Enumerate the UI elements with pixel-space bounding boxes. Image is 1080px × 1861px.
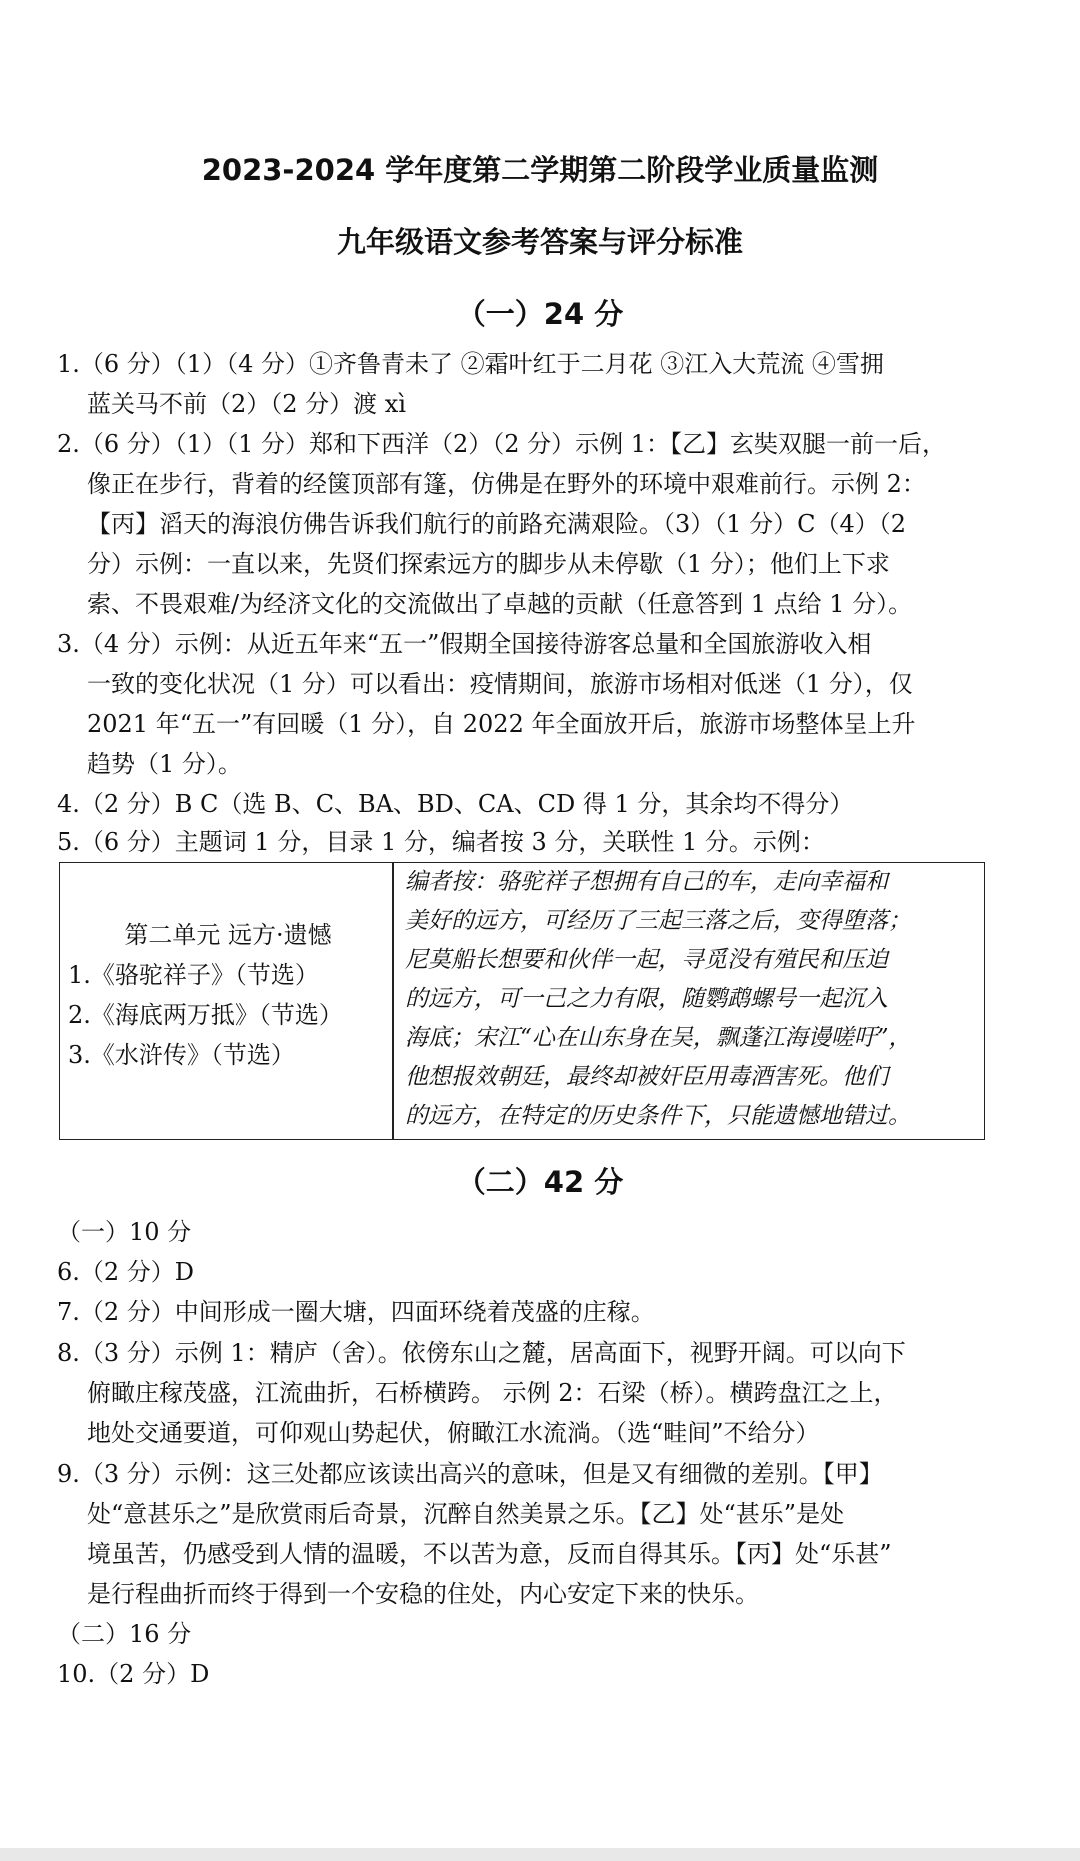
editor-note-line: 尼莫船长想要和伙伴一起，寻觅没有殖民和压迫: [405, 947, 888, 973]
document-title: 2023-2024 学年度第二学期第二阶段学业质量监测: [201, 153, 879, 187]
table-divider: [392, 863, 394, 1139]
editor-note-line: 编者按：骆驼祥子想拥有自己的车，走向幸福和: [405, 869, 888, 895]
editor-note-line: 海底；宋江“心在山东身在吴，飘蓬江海谩嗟吁”，: [405, 1025, 912, 1051]
catalog-item: 2.《海底两万抵》（节选）: [68, 1001, 343, 1029]
section-heading-2: （二）42 分: [456, 1165, 624, 1199]
answer-line: 俯瞰庄稼茂盛，江流曲折，石桥横跨。 示例 2：石梁（桥）。横跨盘江之上，: [87, 1379, 898, 1407]
answer-line: 8.（3 分）示例 1：精庐（舍）。依傍东山之麓，居高面下，视野开阔。可以向下: [57, 1339, 906, 1367]
answer-line: 2021 年“五一”有回暖（1 分），自 2022 年全面放开后，旅游市场整体呈上升: [87, 710, 916, 738]
answer-line: （二）16 分: [57, 1620, 192, 1648]
answer-line: 蓝关马不前（2）（2 分）渡 xì: [87, 390, 407, 418]
catalog-item: 3.《水浒传》（节选）: [68, 1041, 295, 1069]
answer-line: 像正在步行，背着的经箧顶部有篷，仿佛是在野外的环境中艰难前行。示例 2：: [87, 470, 926, 498]
catalog-item: 1.《骆驼祥子》（节选）: [68, 961, 319, 989]
answer-line: 分）示例：一直以来，先贤们探索远方的脚步从未停歇（1 分）；他们上下求: [87, 550, 890, 578]
answer-line: 4.（2 分）B C（选 B、C、BA、BD、CA、CD 得 1 分，其余均不得分）: [57, 790, 854, 818]
answer-line: 5.（6 分）主题词 1 分，目录 1 分，编者按 3 分，关联性 1 分。示例：: [57, 828, 825, 856]
answer-line: 3.（4 分）示例：从近五年来“五一”假期全国接待游客总量和全国旅游收入相: [57, 630, 872, 658]
answer-line: 1.（6 分）（1）（4 分）①齐鲁青未了 ②霜叶红于二月花 ③江入大荒流 ④雪拥: [57, 350, 884, 378]
answer-line: 境虽苦，仍感受到人情的温暖，不以苦为意，反而自得其乐。【丙】处“乐甚”: [87, 1540, 892, 1568]
editor-note-line: 的远方，在特定的历史条件下，只能遗憾地错过。: [405, 1103, 911, 1129]
editor-note-line: 的远方，可一己之力有限，随鹦鹉螺号一起沉入: [405, 986, 888, 1012]
page-bottom-edge: [0, 1848, 1080, 1861]
answer-line: 【丙】滔天的海浪仿佛告诉我们航行的前路充满艰险。（3）（1 分）C（4）（2: [87, 510, 907, 538]
answer-line: 是行程曲折而终于得到一个安稳的住处，内心安定下来的快乐。: [87, 1580, 759, 1608]
editor-note-line: 美好的远方，可经历了三起三落之后，变得堕落；: [405, 908, 911, 934]
table-editor-note-cell: [405, 863, 980, 1136]
answer-line: 9.（3 分）示例：这三处都应该读出高兴的意味，但是又有细微的差别。【甲】: [57, 1460, 883, 1488]
document-subtitle: 九年级语文参考答案与评分标准: [336, 225, 743, 259]
answer-line: （一）10 分: [57, 1218, 192, 1246]
answer-line: 2.（6 分）（1）（1 分）郑和下西洋（2）（2 分）示例 1：【乙】玄奘双腿一前一后，: [57, 430, 947, 458]
answer-line: 处“意甚乐之”是欣赏雨后奇景，沉醉自然美景之乐。【乙】处“甚乐”是处: [87, 1500, 845, 1528]
table-catalog-cell: [68, 915, 388, 1075]
answer-line: 索、不畏艰难/为经济文化的交流做出了卓越的贡献（任意答到 1 点给 1 分）。: [87, 590, 913, 618]
answer-line: 7.（2 分）中间形成一圈大塘，四面环绕着茂盛的庄稼。: [57, 1298, 655, 1326]
example-table: [59, 862, 985, 1140]
editor-note-line: 他想报效朝廷，最终却被奸臣用毒酒害死。他们: [405, 1064, 888, 1090]
answer-line: 6.（2 分）D: [57, 1258, 195, 1286]
answer-line: 地处交通要道，可仰观山势起伏，俯瞰江水流淌。（选“畦间”不给分）: [87, 1419, 820, 1447]
unit-title: 第二单元 远方·遗憾: [124, 921, 332, 949]
answer-line: 一致的变化状况（1 分）可以看出：疫情期间，旅游市场相对低迷（1 分），仅: [87, 670, 913, 698]
answer-line: 10.（2 分）D: [57, 1660, 210, 1688]
section-heading-1: （一）24 分: [456, 297, 624, 331]
answer-line: 趋势（1 分）。: [87, 750, 242, 778]
